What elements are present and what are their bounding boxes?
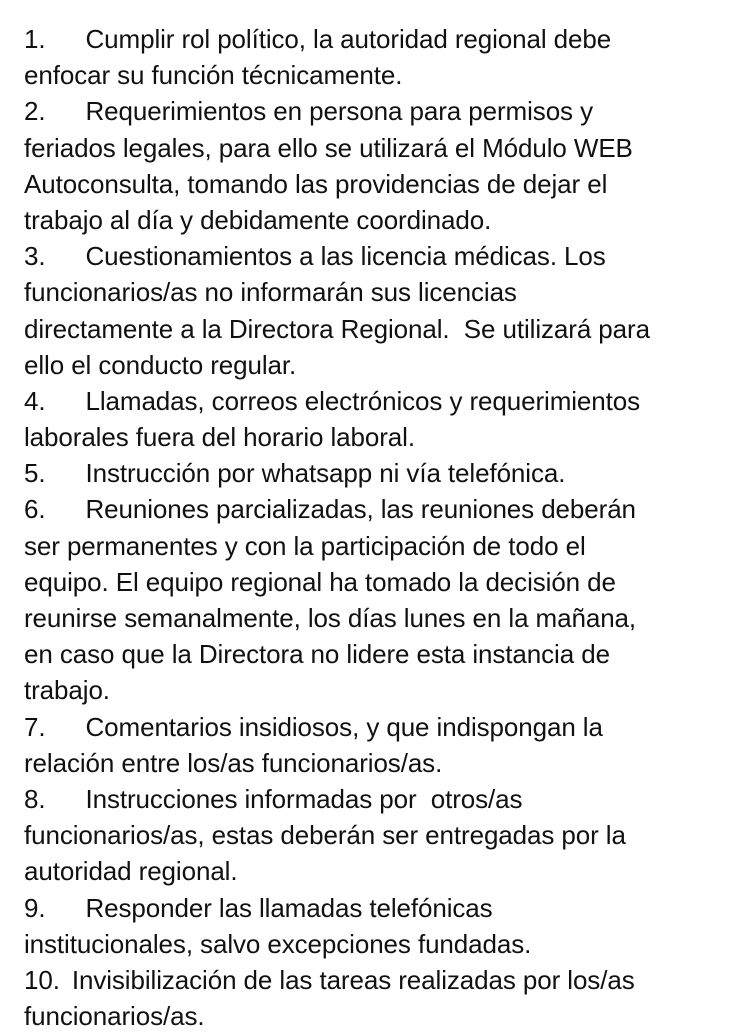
list-item — [24, 781, 736, 890]
list-item-text: Comentarios insidiosos, y que indispongan la — [85, 711, 603, 742]
list-item-text: Llamadas, correos electrónicos y requerimientos — [85, 385, 641, 416]
list-item-number: 2. — [24, 96, 46, 127]
list-item-number: 1. — [24, 24, 46, 54]
list-item-number: 4. — [24, 385, 46, 416]
list-item-text-line: funcionarios/as, estas deberán ser entregadas por la — [24, 820, 626, 851]
list-item-text-line: equipo. El equipo regional ha tomado la decisión de — [24, 566, 616, 597]
list-item-text-line: ello el conducto regular. — [24, 349, 297, 380]
list-item — [24, 455, 736, 491]
list-item-text: Cuestionamientos a las licencia médicas. Los — [85, 241, 606, 272]
list-item-first-line — [24, 383, 736, 419]
list-item — [24, 962, 736, 1034]
list-item-text: Cumplir rol político, la autoridad regional debe — [85, 24, 612, 54]
list-item-first-line — [24, 21, 736, 57]
list-item-first-line — [24, 962, 736, 998]
list-item-text: Instrucción por whatsapp ni vía telefónica. — [85, 458, 566, 489]
list-item-text: Requerimientos en persona para permisos y — [85, 96, 593, 127]
list-item-number: 9. — [24, 892, 46, 923]
list-item-first-line — [24, 709, 736, 745]
list-item-text: Invisibilización de las tareas realizadas por los/as — [71, 964, 635, 995]
list-item-text-line: laborales fuera del horario laboral. — [24, 422, 415, 453]
list-item-number: 3. — [24, 241, 46, 272]
list-item — [24, 709, 736, 781]
list-item-text-line: funcionarios/as no informarán sus licencias — [24, 277, 517, 308]
list-item-first-line — [24, 455, 736, 491]
list-item-text-line: relación entre los/as funcionarios/as. — [24, 747, 443, 778]
list-item-number: 10. — [24, 964, 60, 995]
list-item-number: 8. — [24, 783, 46, 814]
list-item-text-line: institucionales, salvo excepciones fundadas. — [24, 928, 532, 959]
list-item-number: 5. — [24, 458, 46, 489]
list-item-text-line: en caso que la Directora no lidere esta instancia de — [24, 639, 610, 670]
list-item — [24, 93, 736, 238]
list-item — [24, 890, 736, 962]
list-item-text: Instrucciones informadas por otros/as — [85, 783, 523, 814]
list-item-first-line — [24, 93, 736, 129]
list-item-number: 6. — [24, 494, 46, 525]
list-item-text-line: feriados legales, para ello se utilizará el Módulo WEB — [24, 132, 633, 163]
list-item — [24, 383, 736, 455]
list-item — [24, 21, 736, 93]
list-item-text: Reuniones parcializadas, las reuniones deberán — [85, 494, 636, 525]
list-item-text-line: reunirse semanalmente, los días lunes en la mañana, — [24, 603, 637, 633]
list-item-text: Responder las llamadas telefónicas — [85, 892, 493, 923]
list-item-text-line: ser permanentes y con la participación de todo el — [24, 530, 586, 561]
list-item-text-line: directamente a la Directora Regional. Se utilizará para — [24, 313, 650, 344]
list-item-first-line — [24, 781, 736, 817]
numbered-list-document — [24, 21, 736, 1034]
list-item — [24, 491, 736, 708]
list-item-text-line: funcionarios/as. — [24, 1001, 205, 1032]
list-item-first-line — [24, 890, 736, 926]
list-item-first-line — [24, 238, 736, 274]
list-item-text-line: autoridad regional. — [24, 856, 238, 887]
list-item-number: 7. — [24, 711, 46, 742]
list-item-text-line: Autoconsulta, tomando las providencias de dejar el — [24, 168, 608, 199]
list-item-text-line: trabajo. — [24, 675, 110, 706]
list-item — [24, 238, 736, 383]
list-item-first-line — [24, 491, 736, 527]
list-item-text-line: enfocar su función técnicamente. — [24, 60, 403, 91]
list-item-text-line: trabajo al día y debidamente coordinado. — [24, 204, 492, 235]
